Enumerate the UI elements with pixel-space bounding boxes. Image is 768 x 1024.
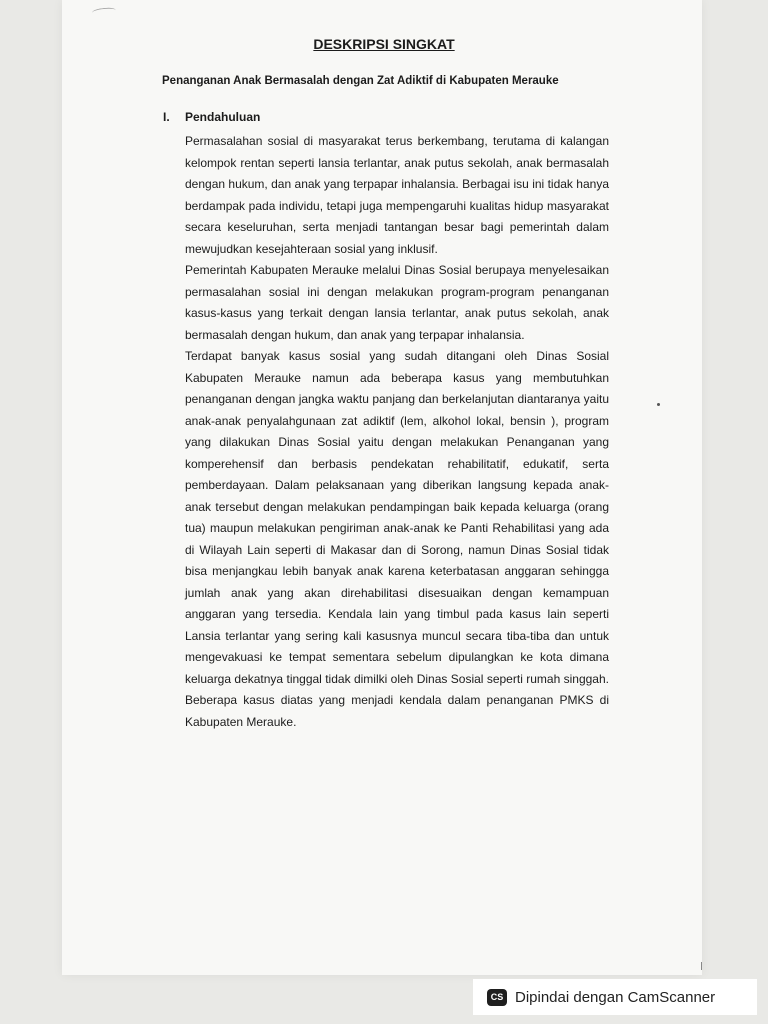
document-subtitle: Penanganan Anak Bermasalah dengan Zat Adiktif di Kabupaten Merauke (162, 75, 559, 87)
paragraph: Terdapat banyak kasus sosial yang sudah ditangani oleh Dinas Sosial Kabupaten Merauke namun ada beberapa kasus yang membutuhkan penanganan dengan jangka waktu panjang dan berkelanjutan diantaranya yaitu anak-anak penyalahgunaan zat adiktif (lem, alkohol lokal, bensin ), program yang dilakukan Dinas Sosial yaitu dengan melakukan Penanganan yang komperehensif dan berbasis pendekatan rehabilitatif, edukatif, serta pemberdayaan. Dalam pelaksanaan yang diberikan langsung kepada anak-anak tersebut dengan melakukan pendampingan baik kepada keluarga (orang tua) maupun melakukan pengiriman anak-anak ke Panti Rehabilitasi yang ada di Wilayah Lain seperti di Makasar dan di Sorong, namun Dinas Sosial tidak bisa menjangkau lebih banyak anak karena keterbatasan anggaran sehingga jumlah anak yang akan direhabilitasi disesuaikan dengan kemampuan anggaran yang tersedia. Kendala lain yang timbul pada kasus lain seperti Lansia terlantar yang sering kali kasusnya muncul secara tiba-tiba dan untuk mengevakuasi ke tempat sementara sebelum dipulangkan ke kota dimana keluarga dekatnya tinggal tidak dimilki oleh Dinas Sosial seperti rumah singgah. Beberapa kasus diatas yang menjadi kendala dalam penanganan PMKS di Kabupaten Merauke. (185, 349, 609, 729)
section-heading: Pendahuluan (185, 110, 261, 124)
document-title: DESKRIPSI SINGKAT (313, 36, 455, 52)
camscanner-logo-icon: CS (487, 989, 507, 1006)
watermark-text: Dipindai dengan CamScanner (515, 988, 716, 1006)
paragraph: Pemerintah Kabupaten Merauke melalui Dinas Sosial berupaya menyelesaikan permasalahan sosial ini dengan melakukan program-program penanganan kasus-kasus yang terkait dengan lansia terlantar, anak putus sekolah, anak bermasalah dengan hukum, dan anak yang terpapar inhalansia. (185, 263, 609, 342)
scan-speck (657, 403, 660, 406)
section-number: I. (163, 110, 170, 124)
scan-edge-mark (701, 962, 702, 970)
paragraph: Permasalahan sosial di masyarakat terus berkembang, terutama di kalangan kelompok rentan seperti lansia terlantar, anak putus sekolah, anak bermasalah dengan hukum, dan anak yang terpapar inhalansia. Berbagai isu ini tidak hanya berdampak pada individu, tetapi juga mempengaruhi kualitas hidup masyarakat secara keseluruhan, serta menjadi tantangan besar bagi pemerintah dalam mewujudkan kesejahteraan sosial yang inklusif. (185, 134, 609, 256)
camscanner-watermark (473, 979, 757, 1015)
section-body (185, 131, 609, 733)
